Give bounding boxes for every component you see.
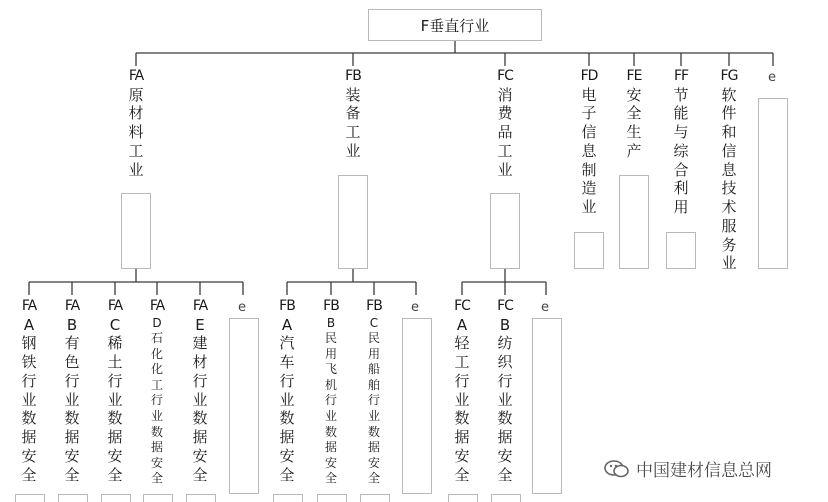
l1-box-ff <box>666 232 696 269</box>
l1-name: 消费品工业 <box>497 85 513 179</box>
l2-code: FC <box>454 298 470 314</box>
root-label: F垂直行业 <box>420 16 490 35</box>
l2-box <box>143 494 173 502</box>
l2-node <box>18 298 40 484</box>
l2-box <box>491 494 521 502</box>
l2-letter: E <box>195 315 205 334</box>
l2-e-label: e <box>411 300 419 315</box>
l2-box <box>448 494 478 502</box>
l1-name: 安全生产 <box>626 85 642 160</box>
l1-node-fa <box>124 68 148 179</box>
l1-box-fb <box>338 175 368 269</box>
l2-name: 建材行业数据安全 <box>192 334 208 484</box>
l1-name: 原材料工业 <box>128 85 144 179</box>
l2-code: FB <box>323 298 339 314</box>
l1-box-fd <box>574 232 604 269</box>
l2-letter: A <box>23 315 35 334</box>
l2-code: FA <box>149 298 165 314</box>
l2-code: FA <box>107 298 123 314</box>
l2-code: FA <box>21 298 37 314</box>
l1-name: 电子信息制造业 <box>581 85 597 216</box>
l2-node <box>451 298 473 484</box>
l2-box <box>317 494 347 502</box>
l1-code: FA <box>128 68 144 84</box>
l2-name: 有色行业数据安全 <box>64 334 80 484</box>
l2-letter: A <box>456 315 468 334</box>
l1-node-e-box <box>758 98 788 269</box>
l1-code: FB <box>345 68 361 84</box>
l1-code: FE <box>626 68 642 84</box>
l2-node <box>189 298 211 484</box>
l1-box-fc <box>490 193 520 269</box>
l2-node <box>61 298 83 484</box>
l1-node-fd <box>577 68 601 217</box>
watermark <box>604 456 772 481</box>
l2-letter: C <box>109 315 121 334</box>
l1-node-fc <box>493 68 517 179</box>
l2-e-label: e <box>238 300 246 315</box>
l2-node <box>363 298 385 487</box>
watermark-text: 中国建材信息总网 <box>636 461 772 481</box>
l2-name: 钢铁行业数据安全 <box>21 334 37 484</box>
l2-letter: B <box>499 315 511 334</box>
l2-name: 民用船舶行业数据安全 <box>367 331 380 486</box>
l2-letter: A <box>281 315 293 334</box>
l2-name: 汽车行业数据安全 <box>279 334 295 484</box>
l2-e-box <box>532 318 562 494</box>
l1-node-fg <box>717 68 741 273</box>
l2-name: 民用飞机行业数据安全 <box>324 331 337 486</box>
l2-letter: B <box>66 315 78 334</box>
l1-code: FC <box>497 68 513 84</box>
l2-box <box>186 494 216 502</box>
wechat-icon <box>604 459 630 479</box>
l2-name: 纺织行业数据安全 <box>497 334 513 484</box>
l2-box <box>273 494 303 502</box>
l2-box <box>15 494 45 502</box>
l2-code: FB <box>366 298 382 314</box>
l1-code: FD <box>580 68 598 84</box>
l1-node-ff <box>669 68 693 217</box>
l2-code: FB <box>279 298 295 314</box>
l2-e-box <box>402 318 432 494</box>
l2-node <box>146 298 168 487</box>
l2-node <box>494 298 516 484</box>
l1-code: FG <box>720 68 738 84</box>
l2-box <box>360 494 390 502</box>
l1-box-fa <box>121 193 151 269</box>
l2-letter: B <box>326 315 336 330</box>
l1-name: 节能与综合利用 <box>673 85 689 216</box>
l1-code: FF <box>673 68 689 84</box>
l2-code: FC <box>497 298 513 314</box>
l2-letter: D <box>152 315 162 330</box>
l2-name: 稀土行业数据安全 <box>107 334 123 484</box>
l1-node-fb <box>341 68 365 161</box>
l2-box <box>101 494 131 502</box>
l2-name: 轻工行业数据安全 <box>454 334 470 484</box>
l1-node-fe <box>622 68 646 161</box>
l2-name: 石化化工行业数据安全 <box>150 331 163 486</box>
root-node <box>368 9 542 41</box>
l2-node <box>276 298 298 484</box>
l1-box-fe <box>619 175 649 269</box>
l2-code: FA <box>192 298 208 314</box>
l2-e-label: e <box>541 300 549 315</box>
l2-node <box>320 298 342 487</box>
l2-box <box>58 494 88 502</box>
l2-code: FA <box>64 298 80 314</box>
l2-letter: C <box>369 315 379 330</box>
l2-e-box <box>229 318 259 494</box>
l1-name: 装备工业 <box>345 85 361 160</box>
l1-name: 软件和信息技术服务业 <box>721 85 737 273</box>
l2-node <box>104 298 126 484</box>
l1-node-e-label: e <box>768 70 776 85</box>
